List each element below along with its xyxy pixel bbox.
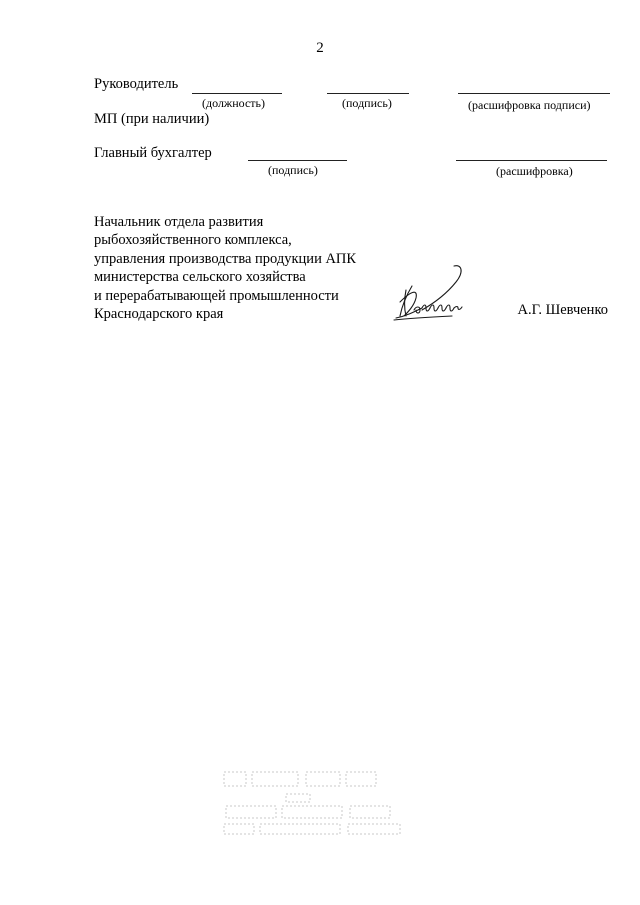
head-position-caption: (должность) (202, 96, 265, 110)
head-signature-line (327, 93, 409, 94)
chief-accountant-signature-line (248, 160, 347, 161)
official-title-block (94, 213, 356, 323)
official-title-line: министерства сельского хозяйства (94, 269, 306, 286)
official-name: А.Г. Шевченко (517, 302, 608, 318)
faded-stamp-icon (222, 768, 408, 840)
official-title-line: Краснодарского края (94, 306, 224, 323)
chief-accountant-decoding-line (456, 160, 607, 161)
chief-accountant-signature-caption: (подпись) (268, 163, 318, 177)
handwritten-signature-icon (392, 262, 474, 324)
head-signature-caption: (подпись) (342, 96, 392, 110)
official-title-line: и перерабатывающей промышленности (94, 287, 339, 304)
page-number: 2 (316, 40, 324, 56)
head-label: Руководитель (94, 76, 179, 92)
seal-label: МП (при наличии) (94, 111, 210, 127)
official-title-line: управления производства продукции АПК (94, 250, 357, 267)
head-position-line (192, 93, 282, 94)
chief-accountant-decoding-caption: (расшифровка) (496, 164, 573, 178)
head-decoding-caption: (расшифровка подписи) (468, 98, 591, 112)
chief-accountant-label: Главный бухгалтер (94, 145, 212, 161)
official-title-line: Начальник отдела развития (94, 214, 264, 230)
official-title-line: рыбохозяйственного комплекса, (94, 232, 292, 249)
head-decoding-line (458, 93, 610, 94)
